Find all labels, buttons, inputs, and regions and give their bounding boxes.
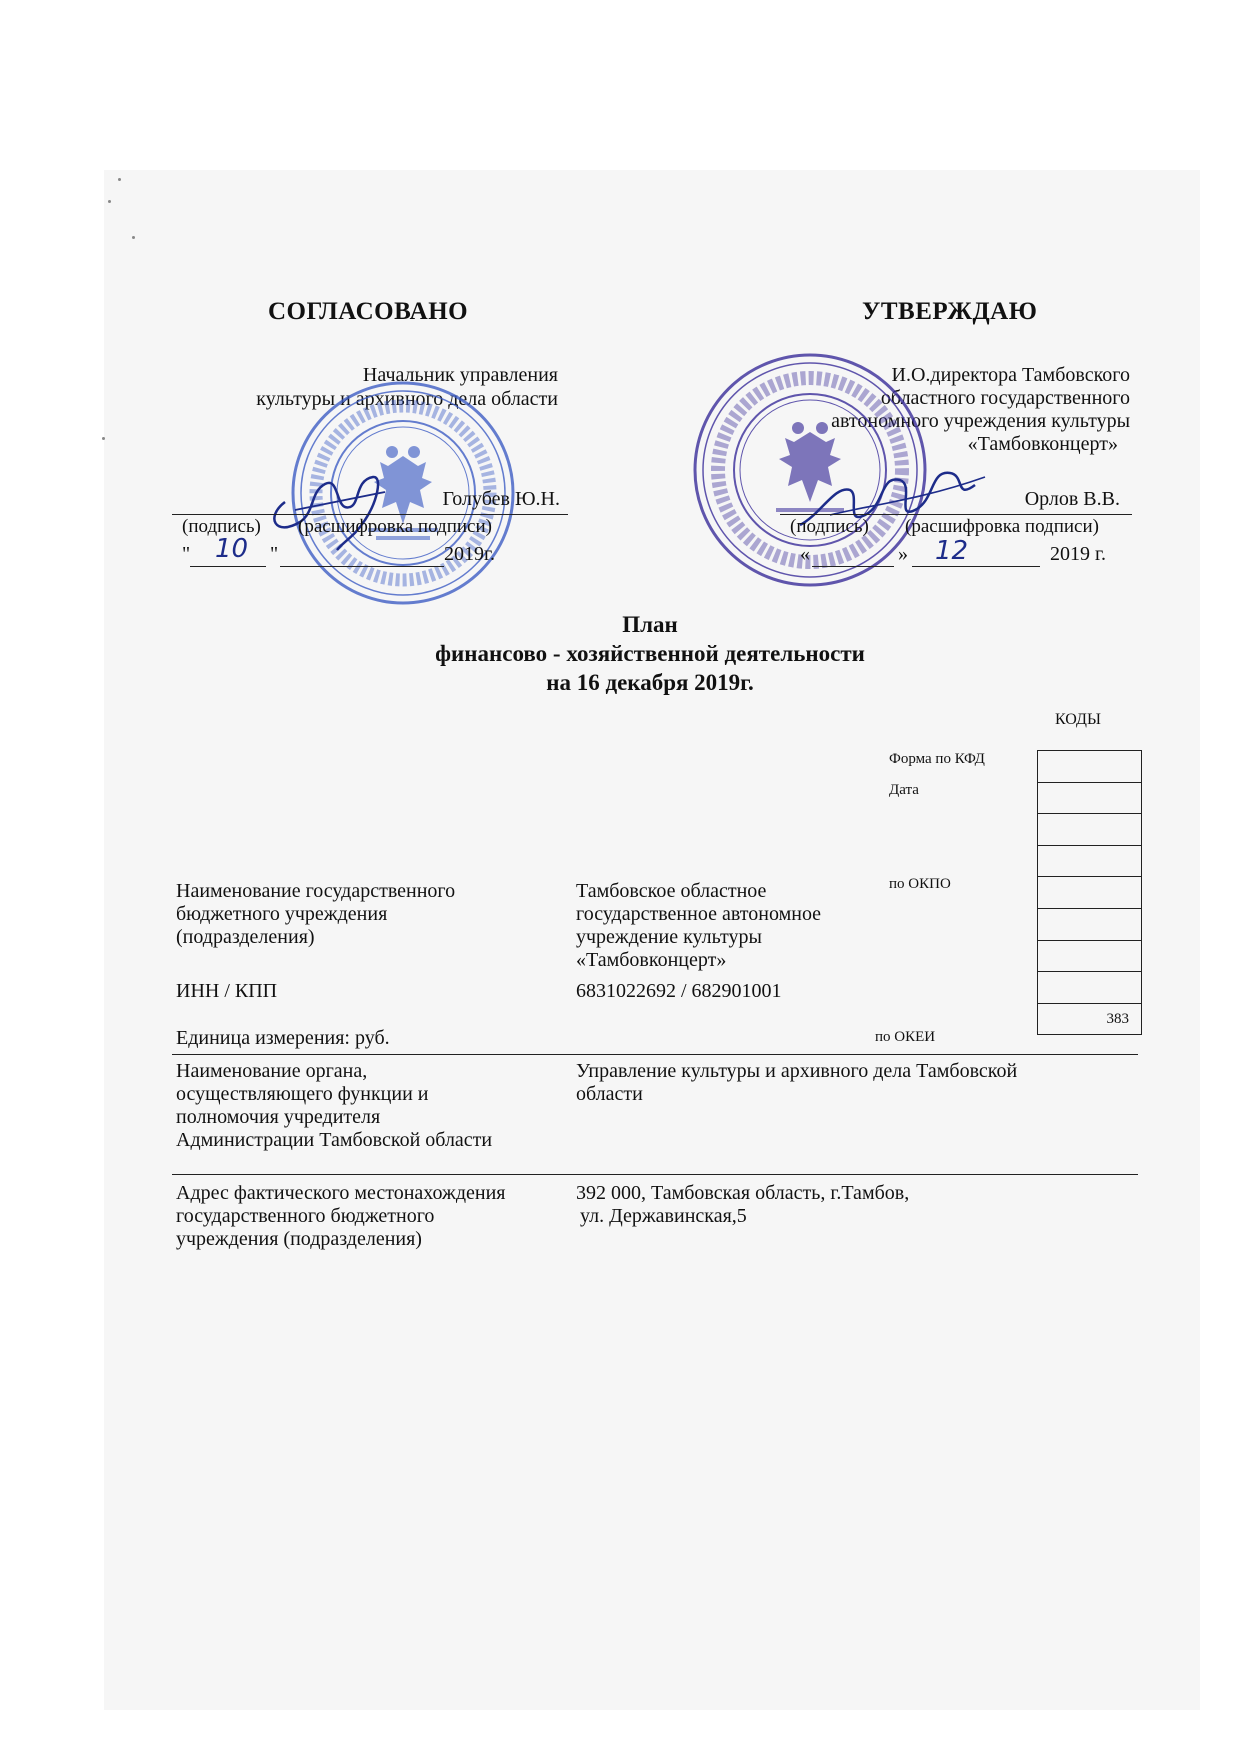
institution-label-1: Наименование государственного xyxy=(176,880,456,902)
left-date-day: 10 xyxy=(215,534,249,564)
right-caption-signature: (подпись) xyxy=(790,516,869,537)
document-title-line1: План xyxy=(622,612,678,637)
scan-speck xyxy=(118,178,121,181)
right-heading: УТВЕРЖДАЮ xyxy=(862,298,1038,325)
founder-label-2: осуществляющего функции и xyxy=(176,1083,429,1105)
code-cell-form xyxy=(1038,751,1141,783)
institution-value-4: «Тамбовконцерт» xyxy=(576,949,727,971)
right-position-line4: «Тамбовконцерт» xyxy=(967,433,1118,455)
address-label-1: Адрес фактического местонахождения xyxy=(176,1182,506,1204)
left-position-line2: культуры и архивного дела области xyxy=(256,388,558,410)
code-cell xyxy=(1038,941,1141,973)
institution-label-3: (подразделения) xyxy=(176,926,315,948)
right-date-day-line xyxy=(812,566,894,567)
founder-label-1: Наименование органа, xyxy=(176,1060,368,1082)
code-cell xyxy=(1038,814,1141,846)
left-position-line1: Начальник управления xyxy=(362,364,558,386)
left-date-month-line xyxy=(280,566,444,567)
code-cell xyxy=(1038,846,1141,878)
unit-label: Единица измерения: руб. xyxy=(176,1027,390,1049)
code-cell-okpo xyxy=(1038,877,1141,909)
right-date-close-quote: » xyxy=(898,543,908,565)
codes-okei-label: по ОКЕИ xyxy=(875,1029,936,1045)
document-title-line2: финансово - хозяйственной деятельности xyxy=(435,641,865,666)
founder-label-4: Администрации Тамбовской области xyxy=(176,1129,493,1151)
institution-value-2: государственное автономное xyxy=(576,903,822,925)
address-label-2: государственного бюджетного xyxy=(176,1205,435,1227)
left-caption-decode: (расшифровка подписи) xyxy=(298,516,492,537)
left-signature-line xyxy=(172,514,568,515)
left-date-year: 2019г. xyxy=(444,543,495,565)
right-date-open-quote: « xyxy=(800,543,810,565)
right-position-line3: автономного учреждения культуры xyxy=(831,410,1130,432)
institution-label-2: бюджетного учреждения xyxy=(176,903,388,925)
right-caption-decode: (расшифровка подписи) xyxy=(905,516,1099,537)
left-date-close-quote: " xyxy=(270,543,279,565)
inn-label: ИНН / КПП xyxy=(176,980,278,1002)
codes-form-label: Форма по КФД xyxy=(889,751,985,767)
founder-value-1: Управление культуры и архивного дела Тамбовской xyxy=(576,1060,1018,1082)
codes-header: КОДЫ xyxy=(1055,711,1101,728)
founder-value-2: области xyxy=(576,1083,643,1105)
codes-date-label: Дата xyxy=(889,782,919,798)
left-date-open-quote: " xyxy=(182,543,191,565)
right-date-year: 2019 г. xyxy=(1050,543,1106,565)
address-top-rule xyxy=(172,1174,1138,1175)
inn-value: 6831022692 / 682901001 xyxy=(576,980,782,1002)
left-heading: СОГЛАСОВАНО xyxy=(268,298,469,325)
left-name: Голубев Ю.Н. xyxy=(442,488,560,510)
scan-speck xyxy=(132,236,135,239)
codes-table xyxy=(1037,750,1142,1035)
right-signature-line xyxy=(780,514,1132,515)
right-position-line1: И.О.директора Тамбовского xyxy=(891,364,1130,386)
code-cell xyxy=(1038,909,1141,941)
address-value-2: ул. Державинская,5 xyxy=(580,1205,747,1227)
institution-value-1: Тамбовское областное xyxy=(576,880,767,902)
right-date-month-line xyxy=(912,566,1040,567)
document-title-line3: на 16 декабря 2019г. xyxy=(546,670,754,695)
code-cell-okei: 383 xyxy=(1038,1004,1141,1036)
founder-label-3: полномочия учредителя xyxy=(176,1106,381,1128)
left-date-day-line xyxy=(190,566,266,567)
code-cell-date xyxy=(1038,783,1141,815)
right-name: Орлов В.В. xyxy=(1024,488,1120,510)
address-value-1: 392 000, Тамбовская область, г.Тамбов, xyxy=(576,1182,910,1204)
codes-okpo-label: по ОКПО xyxy=(889,876,951,892)
code-cell xyxy=(1038,972,1141,1004)
left-caption-signature: (подпись) xyxy=(182,516,261,537)
right-date-month: 12 xyxy=(935,536,969,566)
right-position-line2: областного государственного xyxy=(880,387,1130,409)
address-label-3: учреждения (подразделения) xyxy=(176,1228,422,1250)
institution-value-3: учреждение культуры xyxy=(576,926,762,948)
founder-top-rule xyxy=(172,1054,1138,1055)
scan-speck xyxy=(108,200,111,203)
scan-speck xyxy=(102,437,105,440)
